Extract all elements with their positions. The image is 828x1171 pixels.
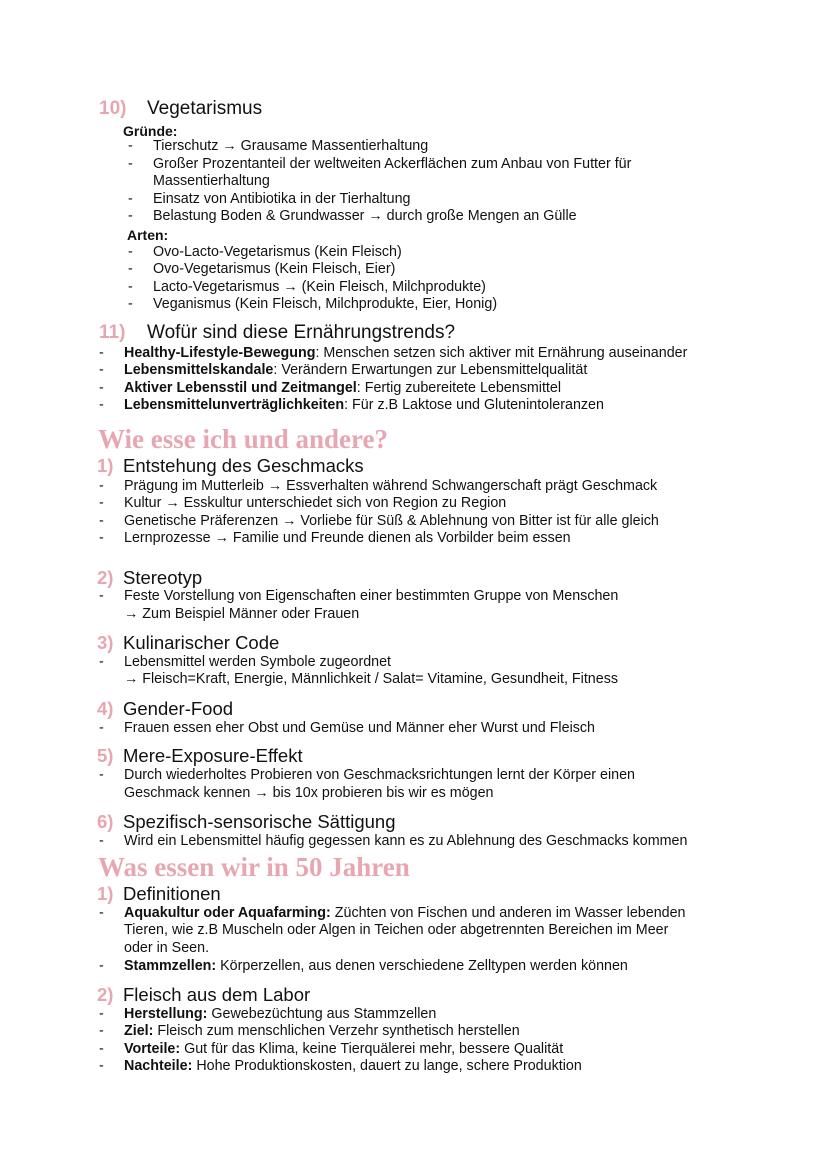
section-number: 5) (97, 745, 114, 766)
heading-fleisch-labor (97, 984, 310, 1006)
section-title: Entstehung des Geschmacks (123, 455, 364, 476)
section-number: 10) (99, 98, 127, 119)
section-number: 1) (97, 883, 114, 904)
section-title: Kulinarischer Code (123, 632, 280, 653)
section-number: 2) (97, 567, 114, 588)
section-title: Mere-Exposure-Effekt (123, 745, 303, 766)
section-number: 11) (99, 322, 126, 343)
section-title: Gender-Food (123, 698, 234, 719)
heading-vegetarismus (99, 98, 262, 120)
section-number: 1) (97, 455, 114, 476)
section-title: Fleisch aus dem Labor (123, 984, 311, 1005)
section-title: Vegetarismus (147, 98, 263, 119)
heading-mere-exposure (97, 745, 303, 767)
chapter-title-wie-esse-ich: Wie esse ich und andere? (98, 424, 389, 454)
section-number: 6) (97, 811, 114, 832)
heading-kulinarischer-code (97, 632, 279, 654)
section-title: Wofür sind diese Ernährungstrends? (147, 322, 456, 343)
subheading-arten: Arten: (127, 227, 169, 243)
section-title: Spezifisch-sensorische Sättigung (123, 811, 396, 832)
section-title: Stereotyp (123, 567, 203, 588)
heading-gender-food (97, 698, 233, 720)
heading-entstehung-geschmack (97, 455, 364, 477)
heading-ernaehrungstrends (99, 322, 455, 344)
heading-definitionen (97, 883, 221, 905)
heading-stereotyp (97, 567, 202, 589)
chapter-title-was-essen-wir: Was essen wir in 50 Jahren (98, 852, 410, 882)
section-number: 2) (97, 984, 114, 1005)
subheading-gruende: Gründe: (123, 123, 178, 139)
heading-saettigung (97, 811, 396, 833)
document-page: 10) Vegetarismus Gründe: - Tierschutz → Grausame Massentierhaltung - Großer Prozentanteil der weltweiten Ackerflächen zum Anbau von Futter für Massentierhaltung - Einsatz von Antibiotika in der Tierhaltung - Belastung Boden & Grundwasser → durch große Mengen an Gülle Arten: - Ovo-Lacto-Vegetarismus (Kein Fleisch) - Ovo-Vegetarismus (Kein Fleisch, Eier) - Lacto-Vegetarismus → (Kein Fleisch, Milchprodukte) - Veganismus (Kein Fleisch, Milchprodukte, Eier, Honig) 11) Wofür sind diese Ernährungstrends? - Healthy-Lifestyle-Bewegung: Menschen setzen sich aktiver mit Ernährung auseinander - Lebensmittelskandale: Verändern Erwartungen zur Lebensmittelqualität - Aktiver Lebensstil und Zeitmangel: Fertig zubereitete Lebensmittel - Lebensmittelunverträglichkeiten: Für z.B Laktose und Glutenintoleranzen Wie esse ich und andere? 1) Entstehung des Geschmacks - Prägung im Mutterleib → Essverhalten während Schwangerschaft prägt Geschmack - Kultur → Esskultur unterschiedet sich von Region zu Region - Genetische Präferenzen → Vorliebe für Süß & Ablehnung von Bitter ist für alle gleich - Lernprozesse → Familie und Freunde dienen als Vorbilder beim essen 2) Stereotyp - Feste Vorstellung von Eigenschaften einer bestimmten Gruppe von Menschen → Zum Beispiel Männer oder Frauen 3) Kulinarischer Code - Lebensmittel werden Symbole zugeordnet → Fleisch=Kraft, Energie, Männlichkeit / Salat= Vitamine, Gesundheit, Fitness 4) Gender-Food - Frauen essen eher Obst und Gemüse und Männer eher Wurst und Fleisch 5) Mere-Exposure-Effekt - Durch wiederholtes Probieren von Geschmacksrichtungen lernt der Körper einen Geschmack kennen → bis 10x probieren bis wir es mögen 6) Spezifisch-sensorische Sättigung - Wird ein Lebensmittel häufig gegessen kann es zu Ablehnung des Geschmacks kommen Was essen wir in 50 Jahren 1) Definitionen - Aquakultur oder Aquafarming: Züchten von Fischen und anderen im Wasser lebenden Tieren, wie z.B Muscheln oder Algen in Teichen oder abgetrennten Bereichen im Meer oder in Seen. - Stammzellen: Körperzellen, aus denen verschiedene Zelltypen werden können 2) Fleisch aus dem Labor - Herstellung: Gewebezüchtung aus Stammzellen - Ziel: Fleisch zum menschlichen Verzehr synthetisch herstellen - Vorteile: Gut für das Klima, keine Tierquälerei mehr, bessere Qualität - Nachteile: Hohe Produktionskosten, dauert zu lange, schere Produktion (97, 98, 688, 1074)
section-title: Definitionen (123, 883, 221, 904)
section-number: 4) (97, 698, 114, 719)
section-number: 3) (97, 632, 114, 653)
